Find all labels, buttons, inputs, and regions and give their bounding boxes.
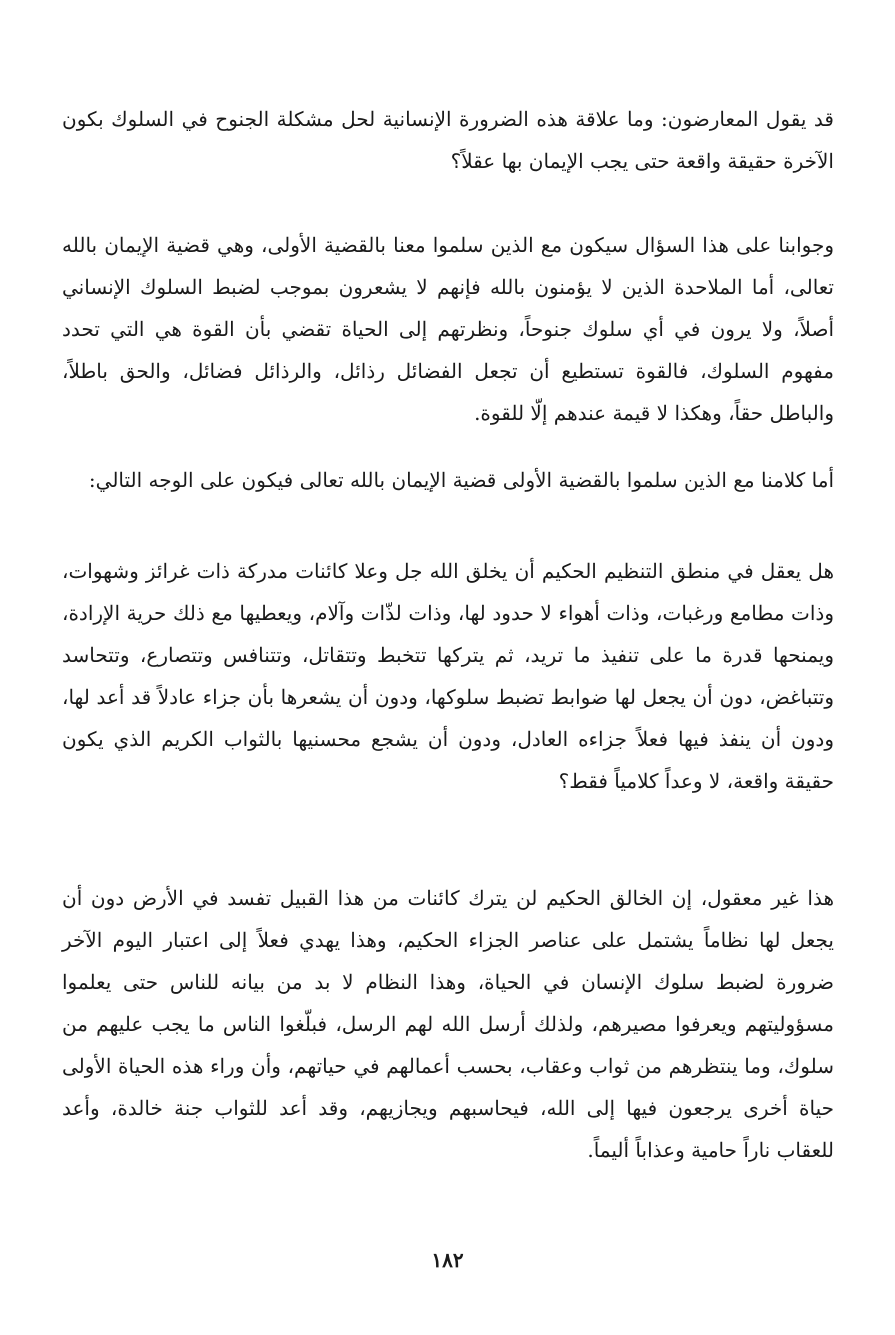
paragraph-answer: وجوابنا على هذا السؤال سيكون مع الذين سلموا معنا بالقضية الأولى، وهي قضية الإيمان بالله تعالى، أما الملاحدة الذين لا يؤمنون بالله فإنهم لا يشعرون بموجب لضبط السلوك الإنساني أصلاً، ولا يرون في أي سلوك جنوحاً، ونظرتهم إلى الحياة تقضي بأن القوة هي التي تحدد مفهوم السلوك، فالقوة تستطيع أن تجعل الفضائل رذائل، والرذائل فضائل، والحق باطلاً، والباطل حقاً، وهكذا لا قيمة عندهم إلّا للقوة. — [62, 233, 835, 425]
page-number: ١٨٢ — [431, 1248, 464, 1272]
paragraph-believers-intro: أما كلامنا مع الذين سلموا بالقضية الأولى قضية الإيمان بالله تعالى فيكون على الوجه التالي: — [88, 468, 834, 492]
paragraph-objection: قد يقول المعارضون: وما علاقة هذه الضرورة الإنسانية لحل مشكلة الجنوح في السلوك بكون الآخرة حقيقة واقعة حتى يجب الإيمان بها عقلاً؟ — [62, 107, 834, 173]
paragraph-conclusion: هذا غير معقول، إن الخالق الحكيم لن يترك كائنات من هذا القبيل تفسد في الأرض دون أن يجعل لها نظاماً يشتمل على عناصر الجزاء الحكيم، وهذا يهدي فعلاً إلى اعتبار اليوم الآخر ضرورة لضبط سلوك الإنسان في الحياة، وهذا النظام لا بد من بيانه للناس حتى يعلموا مسؤوليتهم ويعرفوا مصيرهم، ولذلك أرسل الله لهم الرسل، فبلّغوا الناس ما يجب عليهم من سلوك، وما ينتظرهم من ثواب وعقاب، بحسب أعمالهم في حياتهم، وأن وراء هذه الحياة الأولى حياة أخرى يرجعون فيها إلى الله، فيحاسبهم ويجازيهم، وقد أعد للثواب جنة خالدة، وأعد للعقاب ناراً حامية وعذاباً أليماً. — [62, 886, 834, 1162]
paragraph-rhetorical-question: هل يعقل في منطق التنظيم الحكيم أن يخلق الله جل وعلا كائنات مدركة ذات غرائز وشهوات، وذات مطامع ورغبات، وذات أهواء لا حدود لها، وذات لذّات وآلام، ويعطيها مع ذلك حرية الإرادة، ويمنحها قدرة ما على تنفيذ ما تريد، ثم يتركها تتخبط وتتقاتل، وتتنافس وتتصارع، وتتحاسد وتتباغض، دون أن يجعل لها ضوابط تضبط سلوكها، ودون أن يشعرها بأن جزاء عادلاً قد أعد لها، ودون أن ينفذ فيها فعلاً جزاءه العادل، ودون أن يشجع محسنيها بالثواب الكريم الذي يكون حقيقة واقعة، لا وعداً كلامياً فقط؟ — [62, 559, 834, 793]
